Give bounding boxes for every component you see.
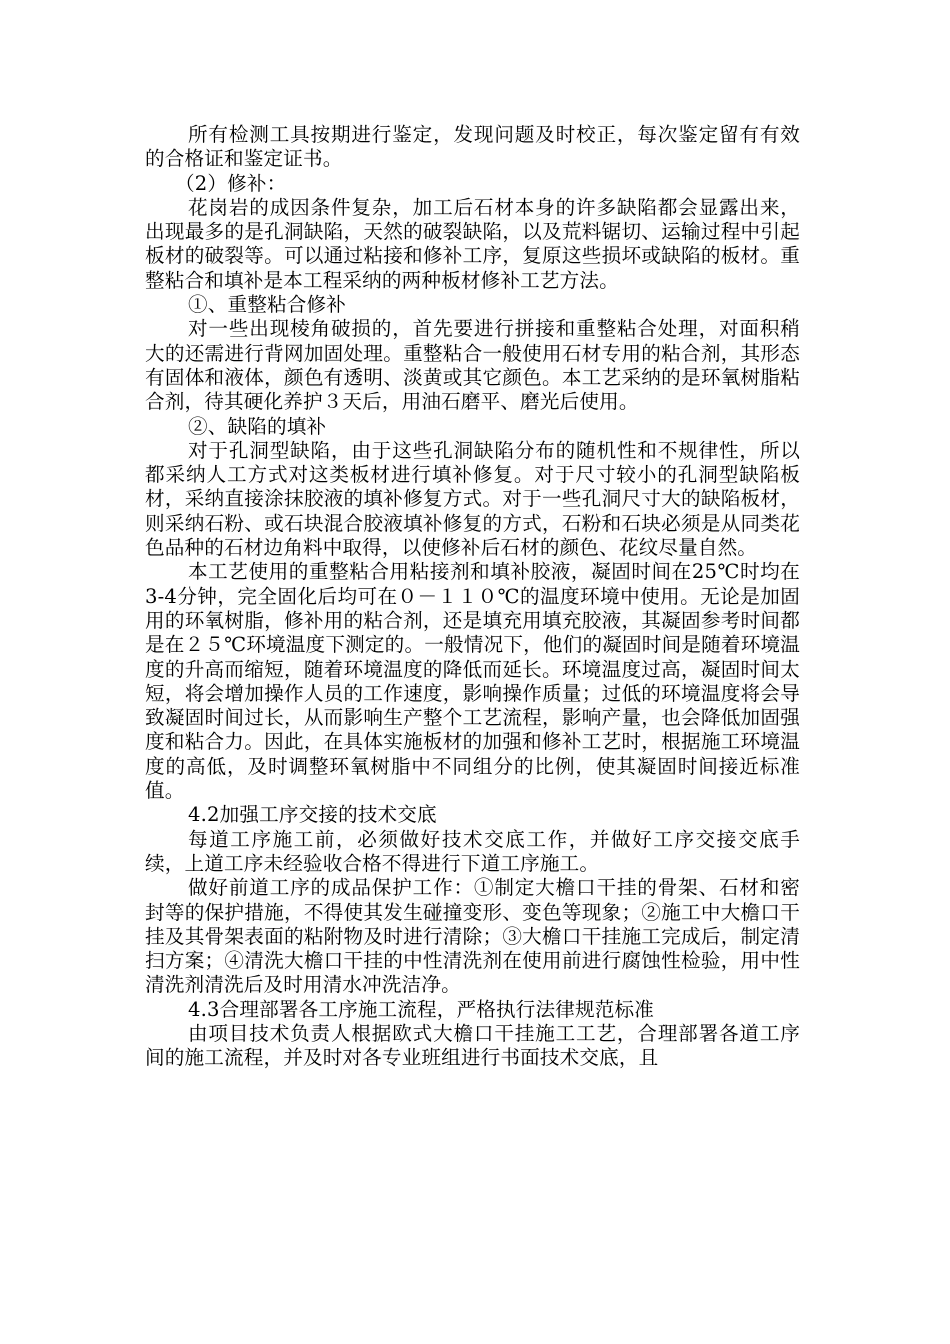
- paragraph-technical-briefing: 每道工序施工前，必须做好技术交底工作，并做好工序交接交底手续，上道工序未经验收合格不得进行下道工序施工。: [145, 827, 800, 875]
- paragraph-product-protection: 做好前道工序的成品保护工作：①制定大檐口干挂的骨架、石材和密封等的保护措施，不得使其发生碰撞变形、变色等现象；②施工中大檐口干挂及其骨架表面的粘附物及时进行清除；③大檐口干挂施工完成后，制定清扫方案；④清洗大檐口干挂的中性清洗剂在使用前进行腐蚀性检验，用中性清洗剂清洗后及时用清水冲洗洁净。: [145, 876, 800, 997]
- paragraph-process-deployment: 由项目技术负责人根据欧式大檐口干挂施工工艺，合理部署各道工序间的施工流程，并及时对各专业班组进行书面技术交底，且: [145, 1021, 800, 1070]
- section-heading-4-2: 4.2加强工序交接的技术交底: [188, 803, 437, 827]
- section-heading-4-3: 4.3合理部署各工序施工流程，严格执行法律规范标准: [188, 997, 654, 1021]
- document-page: [145, 123, 800, 1071]
- paragraph-curing-temperature: 本工艺使用的重整粘合用粘接剂和填补胶液，凝固时间在25℃时均在3-4分钟，完全固化后均可在０－１１０℃的温度环境中使用。无论是加固用的环氧树脂，修补用的粘合剂，还是填充用填充胶液，其凝固参考时间都是在２５℃环境温度下测定的。一般情况下，他们的凝固时间是随着环境温度的升高而缩短，随着环境温度的降低而延长。环境温度过高，凝固时间太短，将会增加操作人员的工作速度，影响操作质量；过低的环境温度将会导致凝固时间过长，从而影响生产整个工艺流程，影响产量，也会降低加固强度和粘合力。因此，在具体实施板材的加强和修补工艺时，根据施工环境温度的高低，及时调整环氧树脂中不同组分的比例，使其凝固时间接近标准值。: [145, 560, 800, 803]
- paragraph-granite-defects: 花岗岩的成因条件复杂，加工后石材本身的许多缺陷都会显露出来，出现最多的是孔洞缺陷，天然的破裂缺陷，以及荒料锯切、运输过程中引起板材的破裂等。可以通过粘接和修补工序，复原这些损坏或缺陷的板材。重整粘合和填补是本工程采纳的两种板材修补工艺方法。: [145, 195, 800, 292]
- subheading-defect-filling: ②、缺陷的填补: [188, 414, 327, 438]
- subheading-rebond-repair: ①、重整粘合修补: [188, 293, 346, 317]
- section-heading-repair: （2）修补：: [175, 171, 287, 195]
- paragraph-rebond-repair: 对一些出现棱角破损的，首先要进行拼接和重整粘合处理，对面积稍大的还需进行背网加固处理。重整粘合一般使用石材专用的粘合剂，其形态有固体和液体，颜色有透明、淡黄或其它颜色。本工艺采纳的是环氧树脂粘合剂，待其硬化养护３天后，用油石磨平、磨光后使用。: [145, 317, 800, 414]
- paragraph-defect-filling: 对于孔洞型缺陷，由于这些孔洞缺陷分布的随机性和不规律性，所以都采纳人工方式对这类板材进行填补修复。对于尺寸较小的孔洞型缺陷板材，采纳直接涂抹胶液的填补修复方式。对于一些孔洞尺寸大的缺陷板材，则采纳石粉、或石块混合胶液填补修复的方式，石粉和石块必须是从同类花色品种的石材边角料中取得，以使修补后石材的颜色、花纹尽量自然。: [145, 438, 800, 560]
- paragraph-inspection-tools: 所有检测工具按期进行鉴定，发现问题及时校正，每次鉴定留有有效的合格证和鉴定证书。: [145, 123, 800, 171]
